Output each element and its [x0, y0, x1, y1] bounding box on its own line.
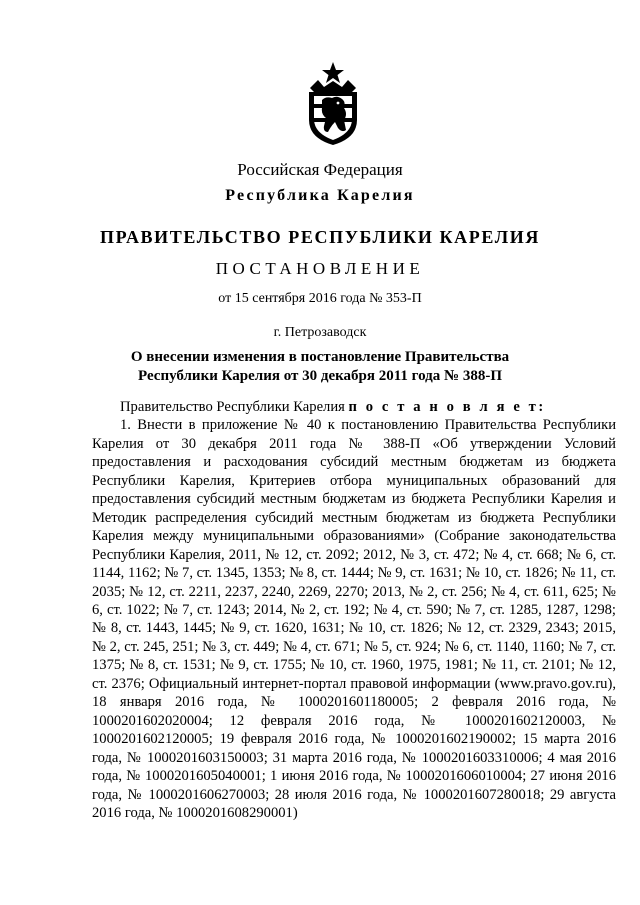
document-type: ПОСТАНОВЛЕНИЕ: [215, 259, 425, 278]
preamble-paragraph: [92, 398, 616, 416]
government-title: ПРАВИТЕЛЬСТВО РЕСПУБЛИКИ КАРЕЛИЯ: [100, 227, 540, 247]
decree-subject: [0, 348, 640, 386]
decree-date: от 15 сентября 2016 года № 353-П: [218, 291, 422, 306]
federation-title: Российская Федерация: [237, 160, 403, 179]
preamble-text: Правительство Республики Карелия: [120, 399, 349, 415]
subject-line-1: О внесении изменения в постановление Правительства: [130, 349, 510, 365]
decree-city: г. Петрозаводск: [273, 325, 367, 340]
preamble-emphasis: п о с т а н о в л я е т:: [348, 399, 546, 415]
karelia-coat-of-arms-icon: [304, 60, 362, 146]
paragraph-1: 1. Внести в приложение № 40 к постановлению Правительства Республики Карелия от 30 декабря 2011 года № 388-П «Об утверждении Условий предоставления и расходования субсидий местным бюджетам из бюджета Республики Карелия, Критериев отбора муниципальных образований для предоставления субсидий местным бюджетам из бюджета Республики Карелия и Методик распределения субсидий местным бюджетам из бюджета Республики Карелия между муниципальными образованиями» (Собрание законодательства Республики Карелия, 2011, № 12, ст. 2092; 2012, № 3, ст. 472; № 4, ст. 668; № 6, ст. 1144, 1162; № 7, ст. 1345, 1353; № 8, ст. 1444; № 9, ст. 1631; № 10, ст. 1826; № 11, ст. 2035; № 12, ст. 2211, 2237, 2240, 2269, 2270; 2013, № 2, ст. 256; № 4, ст. 611, 625; № 6, ст. 1022; № 7, ст. 1243; 2014, № 2, ст. 192; № 4, ст. 590; № 7, ст. 1285, 1287, 1298; № 8, ст. 1443, 1445; № 9, ст. 1620, 1631; № 10, ст. 1826; № 12, ст. 2329, 2343; 2015, № 2, ст. 245, 251; № 3, ст. 449; № 4, ст. 671; № 5, ст. 924; № 6, ст. 1140, 1160; № 7, ст. 1375; № 8, ст. 1531; № 9, ст. 1755; № 10, ст. 1960, 1975, 1981; № 11, ст. 2101; № 12, ст. 2376; Официальный интернет-портал правовой информации (www.pravo.gov.ru), 18 января 2016 года, № 1000201601180005; 2 февраля 2016 года, № 1000201602020004; 12 февраля 2016 года, № 1000201602120003, № 1000201602120005; 19 февраля 2016 года, № 1000201602190002; 15 марта 2016 года, № 1000201603150003; 31 марта 2016 года, № 1000201603310006; 4 мая 2016 года, № 1000201605040001; 1 июня 2016 года, № 1000201606010004; 27 июня 2016 года, № 1000201606270003; 28 июля 2016 года, № 1000201607280018; 29 августа 2016 года, № 1000201608290001): [92, 417, 616, 821]
document-body: [92, 398, 616, 822]
republic-title: Республика Карелия: [225, 187, 415, 204]
subject-line-2: Республики Карелия от 30 декабря 2011 года № 388-П: [137, 368, 503, 384]
